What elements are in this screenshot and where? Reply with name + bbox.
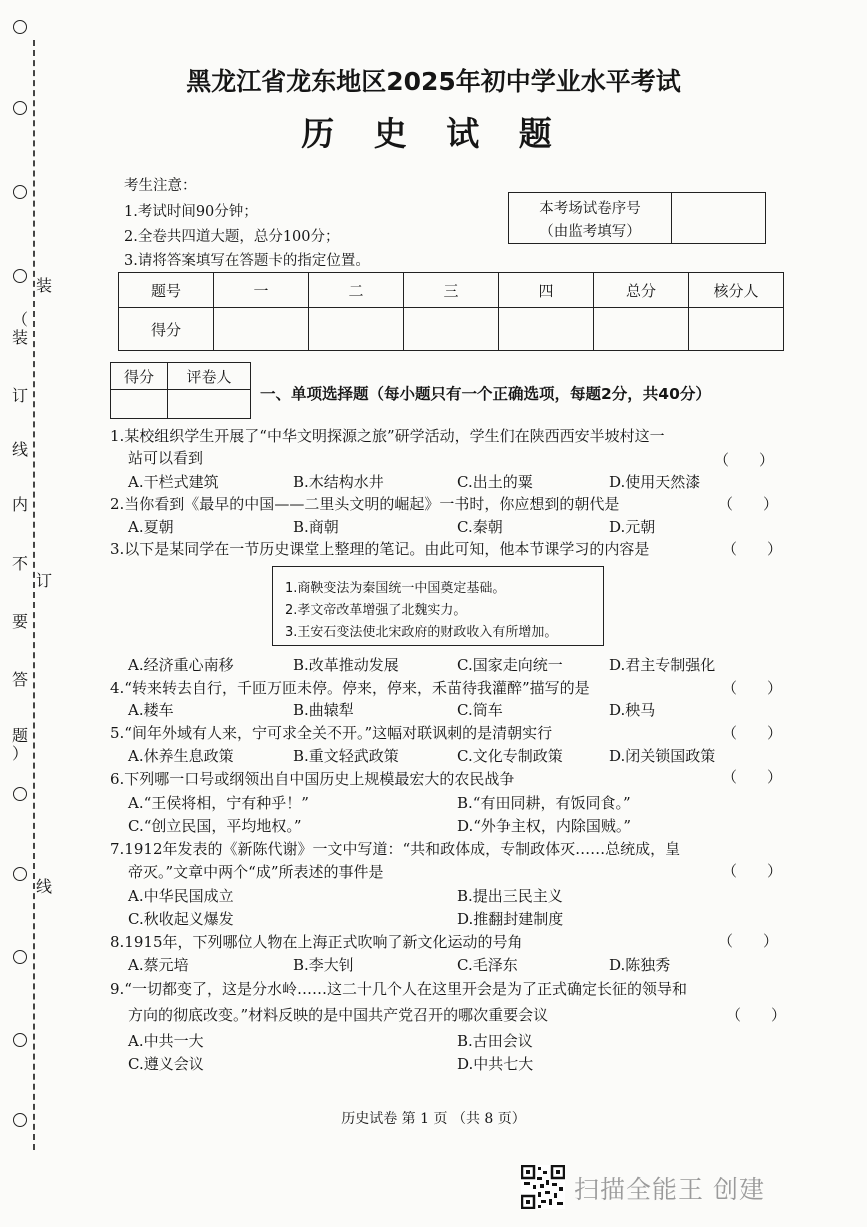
option: D.使用天然漆	[609, 473, 701, 491]
score-table-header: 二	[309, 273, 404, 308]
notice-item: 2.全卷共四道大题，总分100分；	[124, 229, 340, 245]
score-table-header: 四	[499, 273, 594, 308]
note-line: 3.王安石变法使北宋政府的财政收入有所增加。	[285, 625, 558, 640]
binding-char: 装	[12, 328, 29, 347]
binding-char: 线	[12, 440, 29, 459]
question-stem: 5.“间年外域有人来，宁可求全关不开。”这幅对联讽刺的是清朝实行	[110, 724, 553, 742]
score-cell[interactable]	[309, 308, 404, 351]
score-table-header: 核分人	[689, 273, 784, 308]
option: A.干栏式建筑	[128, 473, 219, 491]
grader-score-label: 得分	[111, 363, 168, 390]
note-line: 1.商鞅变法为秦国统一中国奠定基础。	[285, 581, 506, 596]
option: C.出土的粟	[457, 473, 533, 491]
option: C.国家走向统一	[457, 656, 563, 674]
question-stem: 8.1915年，下列哪位人物在上海正式吹响了新文化运动的号角	[110, 933, 523, 951]
binding-char: 装	[36, 276, 53, 295]
binding-hole	[13, 950, 27, 964]
question-stem: 2.当你看到《最早的中国——二里头文明的崛起》一书时，你应想到的朝代是	[110, 495, 620, 513]
score-cell[interactable]	[689, 308, 784, 351]
option: B.古田会议	[457, 1032, 533, 1050]
page-footer: 历史试卷 第 1 页 （共 8 页）	[341, 1111, 526, 1127]
option: C.秦朝	[457, 518, 503, 536]
seat-number-box	[508, 192, 766, 244]
scanner-watermark: 扫描全能王 创建	[574, 1175, 765, 1204]
option: C.文化专制政策	[457, 747, 563, 765]
option: C.筒车	[457, 701, 503, 719]
answer-paren: （ ）	[718, 932, 779, 950]
note-line: 2.孝文帝改革增强了北魏实力。	[285, 603, 467, 618]
option: B.曲辕犁	[293, 701, 354, 719]
question-stem: 方向的彻底改变。”材料反映的是中国共产党召开的哪次重要会议	[128, 1006, 549, 1024]
option: D.秧马	[609, 701, 656, 719]
option: C.“创立民国，平均地权。”	[128, 817, 302, 835]
question-stem: 站可以看到	[128, 449, 204, 467]
binding-hole	[13, 269, 27, 283]
answer-paren: （ ）	[726, 1006, 787, 1024]
option: C.毛泽东	[457, 956, 518, 974]
score-table	[118, 272, 784, 351]
exam-title: 黑龙江省龙东地区2025年初中学业水平考试	[186, 67, 681, 96]
binding-char: 题	[12, 726, 29, 745]
score-table-header: 一	[214, 273, 309, 308]
binding-hole	[13, 20, 27, 34]
binding-char: （	[12, 310, 29, 329]
option: A.经济重心南移	[128, 656, 234, 674]
box-divider	[671, 193, 672, 243]
question-stem: 帝灭。”文章中两个“成”所表述的事件是	[128, 863, 384, 881]
binding-char: 订	[36, 571, 53, 590]
option: D.推翻封建制度	[457, 910, 564, 928]
binding-char: 要	[12, 612, 29, 631]
grader-name-cell[interactable]	[168, 390, 251, 419]
answer-paren: （ ）	[722, 724, 783, 742]
seat-number-note: （由监考填写）	[539, 224, 641, 240]
score-cell[interactable]	[594, 308, 689, 351]
option: A.中华民国成立	[128, 887, 234, 905]
option: D.元朝	[609, 518, 656, 536]
qr-code-icon	[521, 1165, 565, 1209]
binding-hole	[13, 185, 27, 199]
option: A.休养生息政策	[128, 747, 234, 765]
notes-box	[272, 566, 604, 646]
seat-number-label: 本考场试卷序号	[539, 201, 641, 217]
grader-name-label: 评卷人	[168, 363, 251, 390]
option: B.重文轻武政策	[293, 747, 399, 765]
binding-char: 线	[36, 877, 53, 896]
answer-paren: （ ）	[722, 540, 783, 558]
option: D.闭关锁国政策	[609, 747, 716, 765]
question-stem: 4.“转来转去自行，千匝万匝未停。停来，停来，禾苗待我灌醉”描写的是	[110, 679, 590, 697]
option: A.蔡元培	[128, 956, 189, 974]
binding-hole	[13, 1033, 27, 1047]
score-row-label: 得分	[119, 308, 214, 351]
exam-subject-title: 历 史 试 题	[301, 114, 566, 153]
question-stem: 1.某校组织学生开展了“中华文明探源之旅”研学活动，学生们在陕西西安半坡村这一	[110, 427, 665, 445]
question-stem: 7.1912年发表的《新陈代谢》一文中写道：“共和政体成，专制政体灭……总统成，皇	[110, 840, 681, 858]
answer-paren: （ ）	[718, 495, 779, 513]
notice-item: 3.请将答案填写在答题卡的指定位置。	[124, 253, 370, 269]
score-cell[interactable]	[499, 308, 594, 351]
notice-heading: 考生注意：	[124, 178, 197, 194]
option: D.“外争主权，内除国贼。”	[457, 817, 632, 835]
answer-paren: （ ）	[722, 862, 783, 880]
binding-char: 内	[12, 495, 29, 514]
answer-paren: （ ）	[714, 451, 775, 469]
option: A.耧车	[128, 701, 174, 719]
option: A.“王侯将相，宁有种乎！”	[128, 794, 309, 812]
score-cell[interactable]	[214, 308, 309, 351]
option: A.夏朝	[128, 518, 174, 536]
binding-hole	[13, 787, 27, 801]
binding-char: ）	[12, 744, 29, 763]
answer-paren: （ ）	[722, 679, 783, 697]
option: B.商朝	[293, 518, 339, 536]
score-table-header: 总分	[594, 273, 689, 308]
binding-char: 不	[12, 554, 29, 573]
section-title: 一、单项选择题（每小题只有一个正确选项，每题2分，共40分）	[260, 385, 711, 403]
score-table-header: 题号	[119, 273, 214, 308]
option: B.“有田同耕，有饭同食。”	[457, 794, 631, 812]
option: B.木结构水井	[293, 473, 384, 491]
option: B.改革推动发展	[293, 656, 399, 674]
option: B.李大钊	[293, 956, 354, 974]
question-stem: 3.以下是某同学在一节历史课堂上整理的笔记。由此可知，他本节课学习的内容是	[110, 540, 650, 558]
option: C.遵义会议	[128, 1055, 204, 1073]
option: B.提出三民主义	[457, 887, 563, 905]
option: D.君主专制强化	[609, 656, 716, 674]
score-cell[interactable]	[404, 308, 499, 351]
question-stem: 9.“一切都变了，这是分水岭……这二十几个人在这里开会是为了正式确定长征的领导和	[110, 980, 687, 998]
score-table-header: 三	[404, 273, 499, 308]
binding-hole	[13, 867, 27, 881]
notice-item: 1.考试时间90分钟；	[124, 204, 258, 220]
option: D.中共七大	[457, 1055, 534, 1073]
binding-char: 订	[12, 386, 29, 405]
answer-paren: （ ）	[722, 768, 783, 786]
option: D.陈独秀	[609, 956, 671, 974]
grader-score-cell[interactable]	[111, 390, 168, 419]
option: C.秋收起义爆发	[128, 910, 234, 928]
binding-char: 答	[12, 670, 29, 689]
binding-dashed-line	[33, 40, 35, 1150]
grader-table	[110, 362, 251, 419]
option: A.中共一大	[128, 1032, 204, 1050]
question-stem: 6.下列哪一口号或纲领出自中国历史上规模最宏大的农民战争	[110, 770, 515, 788]
